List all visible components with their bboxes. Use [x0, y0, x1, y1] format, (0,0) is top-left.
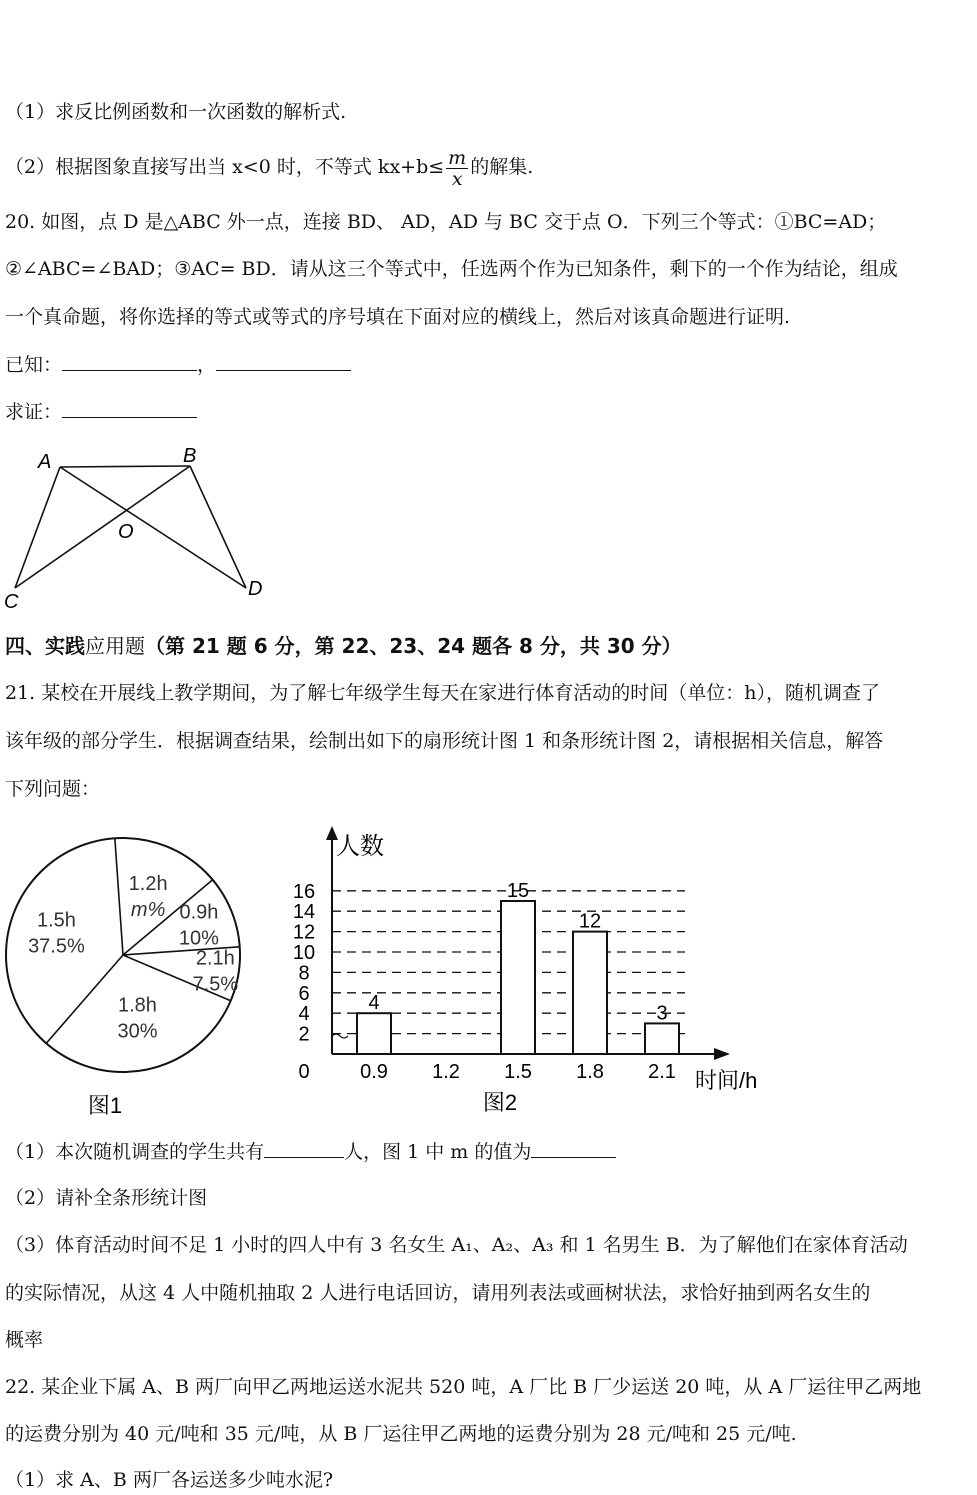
y-tick-label: 2	[298, 1023, 310, 1046]
q22-sub1: （1）求 A、B 两厂各运送多少吨水泥?	[5, 1469, 334, 1491]
q19-part2-pre: （2）根据图象直接写出当 x<0 时，不等式 kx+b≤	[5, 156, 445, 178]
y-tick-label: 16	[292, 880, 316, 903]
y-tick-label: 10	[292, 942, 316, 964]
q21-sub1-a: （1）本次随机调查的学生共有	[5, 1141, 265, 1163]
segment-ac	[15, 467, 60, 588]
section-4-title-c: （第 21 题 6 分，第 22、23、24 题各 8 分，共 30 分）	[145, 634, 682, 658]
prove-blank[interactable]	[62, 399, 197, 418]
y-tick-label: 6	[298, 982, 310, 1005]
known-blank-1[interactable]	[62, 352, 197, 371]
q21-line3: 下列问题：	[5, 778, 101, 800]
section-4-title-a: 四、实践	[5, 634, 85, 658]
q21-line1: 21. 某校在开展线上教学期间，为了解七年级学生每天在家进行体育活动的时间（单位：h），随机调查了	[5, 682, 880, 704]
label-a: A	[38, 451, 52, 473]
q19-part1: （1）求反比例函数和一次函数的解析式.	[5, 101, 347, 123]
pie-slice-percent-label: 7.5%	[192, 973, 239, 996]
origin-label: 0	[298, 1061, 310, 1083]
pie-slice-percent-label: 37.5%	[28, 935, 85, 958]
known-label: 已知：	[5, 354, 63, 376]
pie-chart	[0, 830, 250, 1120]
count-blank[interactable]	[264, 1139, 344, 1158]
axis-break	[332, 1034, 348, 1038]
pie-caption: 图1	[87, 1093, 123, 1118]
q21-line2: 该年级的部分学生．根据调查结果，绘制出如下的扇形统计图 1 和条形统计图 2，请根据相关信息，解答	[5, 730, 884, 752]
prove-label: 求证：	[5, 401, 63, 423]
q20-prove	[5, 399, 197, 424]
q19-part2	[5, 143, 533, 191]
pie-slice-time-label: 1.8h	[118, 994, 157, 1017]
pie-slice-time-label: 1.5h	[36, 909, 76, 932]
q20-known	[5, 352, 351, 377]
bar-value-label: 15	[506, 880, 530, 902]
pie-slice-boundary	[46, 955, 123, 1043]
bar	[357, 1013, 391, 1054]
x-tick-label: 1.8	[576, 1061, 604, 1083]
pie-slice-percent-label: 30%	[117, 1020, 158, 1043]
known-blank-2[interactable]	[216, 352, 351, 371]
q21-sub1	[5, 1139, 616, 1164]
section-4-title-b: 应用题	[85, 634, 145, 658]
x-axis-arrow	[714, 1048, 730, 1060]
label-o: O	[118, 521, 134, 543]
q22-line2: 的运费分别为 40 元/吨和 35 元/吨，从 B 厂运往甲乙两地的运费分别为 28 元/吨和 25 元/吨.	[5, 1423, 797, 1445]
y-tick-label: 12	[292, 921, 316, 944]
q21-sub3-line3: 概率	[5, 1329, 44, 1351]
label-b: B	[183, 445, 197, 467]
fraction-numerator: m	[448, 146, 467, 169]
bar	[645, 1023, 679, 1054]
known-separator: ，	[197, 354, 217, 376]
q20-line3: 一个真命题，将你选择的等式或等式的序号填在下面对应的横线上，然后对该真命题进行证明.	[5, 306, 791, 328]
q19-part2-post: 的解集.	[470, 156, 534, 178]
pie-slice-time-label: 1.2h	[128, 872, 168, 895]
pie-slice-boundary	[115, 838, 123, 955]
x-axis-label: 时间/h	[695, 1068, 758, 1093]
q20-geometry-figure	[0, 440, 290, 615]
pie-slice-percent-label: m%	[130, 898, 166, 921]
section-4-heading	[5, 634, 682, 658]
x-tick-label: 2.1	[648, 1061, 676, 1083]
fraction-denominator: x	[451, 167, 463, 190]
y-tick-label: 4	[298, 1003, 310, 1026]
x-tick-label: 0.9	[360, 1061, 388, 1083]
q22-line1: 22. 某企业下属 A、B 两厂向甲乙两地运送水泥共 520 吨，A 厂比 B 厂少运送 20 吨，从 A 厂运往甲乙两地	[5, 1376, 922, 1398]
q21-sub1-b: 人，图 1 中 m 的值为	[344, 1141, 532, 1163]
q20-line2: ②∠ABC=∠BAD；③AC= BD．请从这三个等式中，任选两个作为已知条件，剩下的一个作为结论，组成	[5, 258, 898, 280]
pie-slice-time-label: 0.9h	[179, 901, 219, 924]
bar	[573, 932, 607, 1054]
label-d: D	[248, 578, 263, 600]
label-c: C	[4, 591, 19, 613]
y-tick-label: 8	[298, 962, 310, 985]
q20-line1: 20. 如图，点 D 是△ABC 外一点，连接 BD、 AD，AD 与 BC 交于点 O．下列三个等式：①BC=AD；	[5, 211, 887, 233]
q21-sub2: （2）请补全条形统计图	[5, 1187, 208, 1209]
bar-caption: 图2	[482, 1090, 518, 1115]
bar-value-label: 12	[578, 910, 602, 933]
y-axis-label: 人数	[336, 833, 384, 860]
x-tick-label: 1.5	[504, 1061, 532, 1083]
pie-slice-percent-label: 10%	[178, 927, 219, 950]
bar	[501, 901, 535, 1054]
q21-sub3-line1: （3）体育活动时间不足 1 小时的四人中有 3 名女生 A₁、A₂、A₃ 和 1 名男生 B．为了解他们在家体育活动	[5, 1234, 908, 1256]
x-tick-label: 1.2	[432, 1061, 460, 1083]
bar-chart	[270, 820, 780, 1120]
y-tick-label: 14	[292, 901, 316, 924]
bar-value-label: 4	[368, 992, 380, 1015]
bar-value-label: 3	[656, 1002, 668, 1025]
pie-slice-time-label: 2.1h	[195, 947, 235, 970]
segment-bc	[15, 466, 190, 588]
m-value-blank[interactable]	[531, 1139, 616, 1158]
segment-ab	[60, 466, 190, 467]
q21-sub3-line2: 的实际情况，从这 4 人中随机抽取 2 人进行电话回访，请用列表法或画树状法，求恰好抽到两名女生的	[5, 1282, 871, 1304]
fraction	[446, 148, 468, 189]
